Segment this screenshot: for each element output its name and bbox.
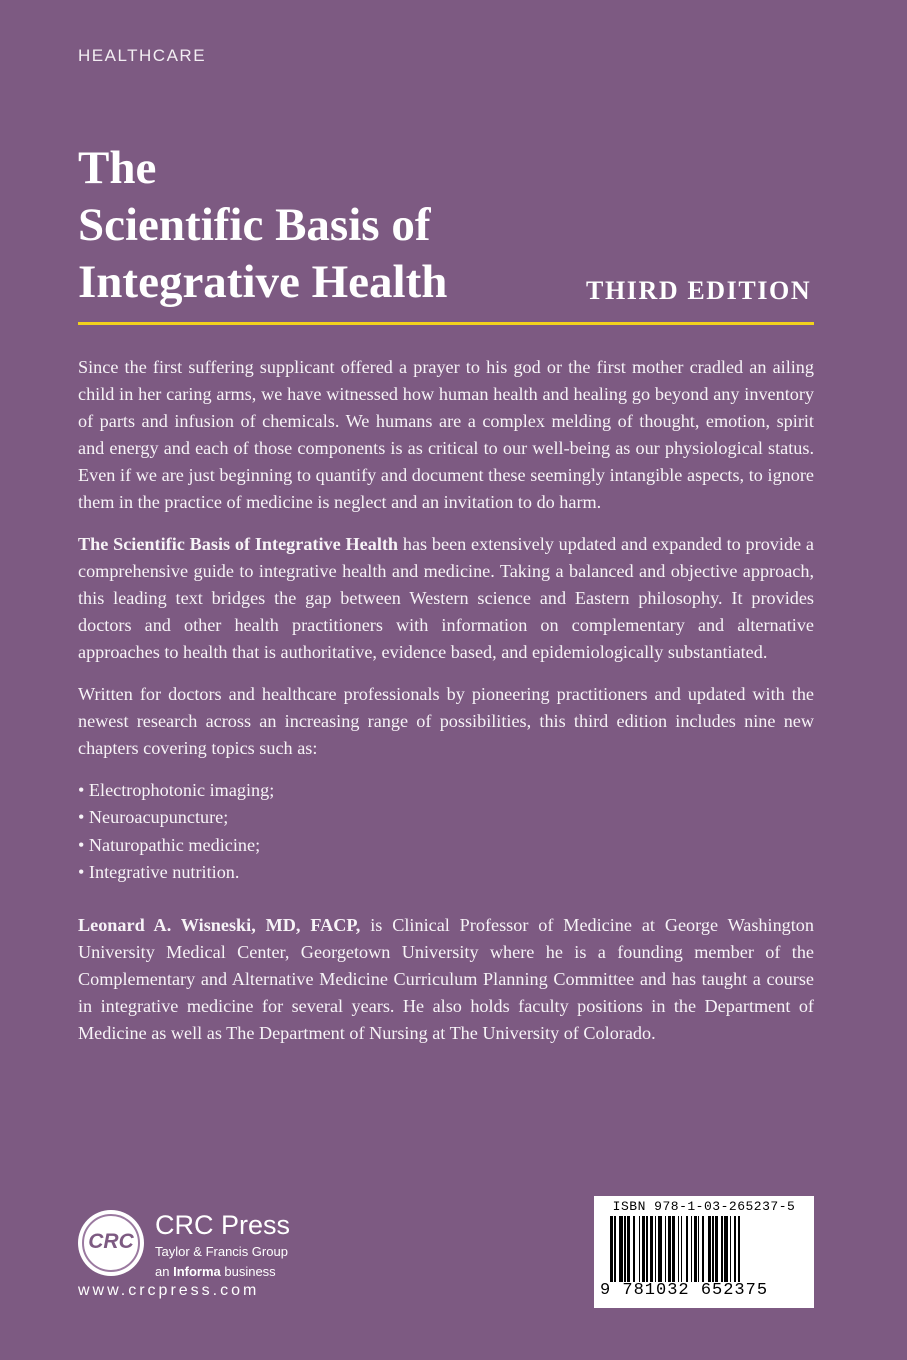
list-item: • Electrophotonic imaging; bbox=[78, 777, 814, 804]
publisher-group: Taylor & Francis Group bbox=[155, 1244, 288, 1259]
list-item: • Neuroacupuncture; bbox=[78, 804, 814, 831]
blurb-paragraph-1: Since the first suffering supplicant offered a prayer to his god or the first mother cradled an ailing child in her caring arms, we have witnessed how human health and healing go beyond any inventory of parts and infusion of chemicals. We humans are a complex melding of thought, emotion, spirit and energy and each of those components is as critical to our well-being as our physiological status. Even if we are just beginning to quantify and document these seemingly intangible aspects, to ignore them in the practice of medicine is neglect and an invitation to do harm. bbox=[78, 357, 814, 512]
title-line-1: The bbox=[78, 142, 157, 194]
publisher-parent-name: Informa bbox=[173, 1264, 221, 1279]
title-rule bbox=[78, 322, 814, 325]
title-line-2: Scientific Basis of bbox=[78, 199, 431, 251]
title-line-3: Integrative Health bbox=[78, 256, 448, 308]
topic-list bbox=[78, 777, 814, 886]
list-item: • Naturopathic medicine; bbox=[78, 832, 814, 859]
edition-label: THIRD EDITION bbox=[586, 276, 812, 305]
blurb-paragraph-3: Written for doctors and healthcare professionals by pioneering practitioners and updated with the newest research across an increasing range of possibilities, this third edition includes nine new chapters covering topics such as: bbox=[78, 684, 814, 758]
blurb-book-title: The Scientific Basis of Integrative Health bbox=[78, 534, 399, 554]
publisher-parent bbox=[155, 1264, 276, 1279]
publisher-parent-prefix: an bbox=[155, 1264, 174, 1279]
publisher-logo bbox=[78, 1208, 338, 1318]
publisher-parent-suffix: business bbox=[220, 1264, 276, 1279]
isbn-label: ISBN 978-1-03-265237-5 bbox=[612, 1199, 796, 1214]
category-label: HEALTHCARE bbox=[78, 46, 207, 65]
barcode-digits: 9 781032 652375 bbox=[600, 1281, 769, 1300]
publisher-url: www.crcpress.com bbox=[78, 1282, 260, 1299]
author-bio bbox=[78, 912, 814, 1047]
blurb-paragraph-2 bbox=[78, 531, 814, 666]
isbn-barcode bbox=[594, 1196, 814, 1308]
barcode-bars bbox=[610, 1216, 802, 1282]
author-name: Leonard A. Wisneski, MD, FACP, bbox=[78, 915, 361, 936]
crc-logo-mark: CRC bbox=[88, 1230, 134, 1253]
back-cover-blurb bbox=[78, 354, 814, 1062]
list-item: • Integrative nutrition. bbox=[78, 859, 814, 886]
author-bio-text: is Clinical Professor of Medicine at George Washington University Medical Center, Georgetown University where he is a founding member of the Complementary and Alternative Medicine Curriculum Planning Committee and has taught a course in integrative medicine for several years. He also holds faculty positions in the Department of Medicine as well as The Department of Nursing at The University of Colorado. bbox=[78, 915, 814, 1044]
publisher-name: CRC Press bbox=[155, 1210, 291, 1240]
blurb-paragraph-2-text: has been extensively updated and expanded to provide a comprehensive guide to integrative health and medicine. Taking a balanced and objective approach, this leading text bridges the gap between Western science and Eastern philosophy. It provides doctors and other health practitioners with information on complementary and alternative approaches to health that is authoritative, evidence based, and epidemiologically substantiated. bbox=[78, 534, 814, 662]
